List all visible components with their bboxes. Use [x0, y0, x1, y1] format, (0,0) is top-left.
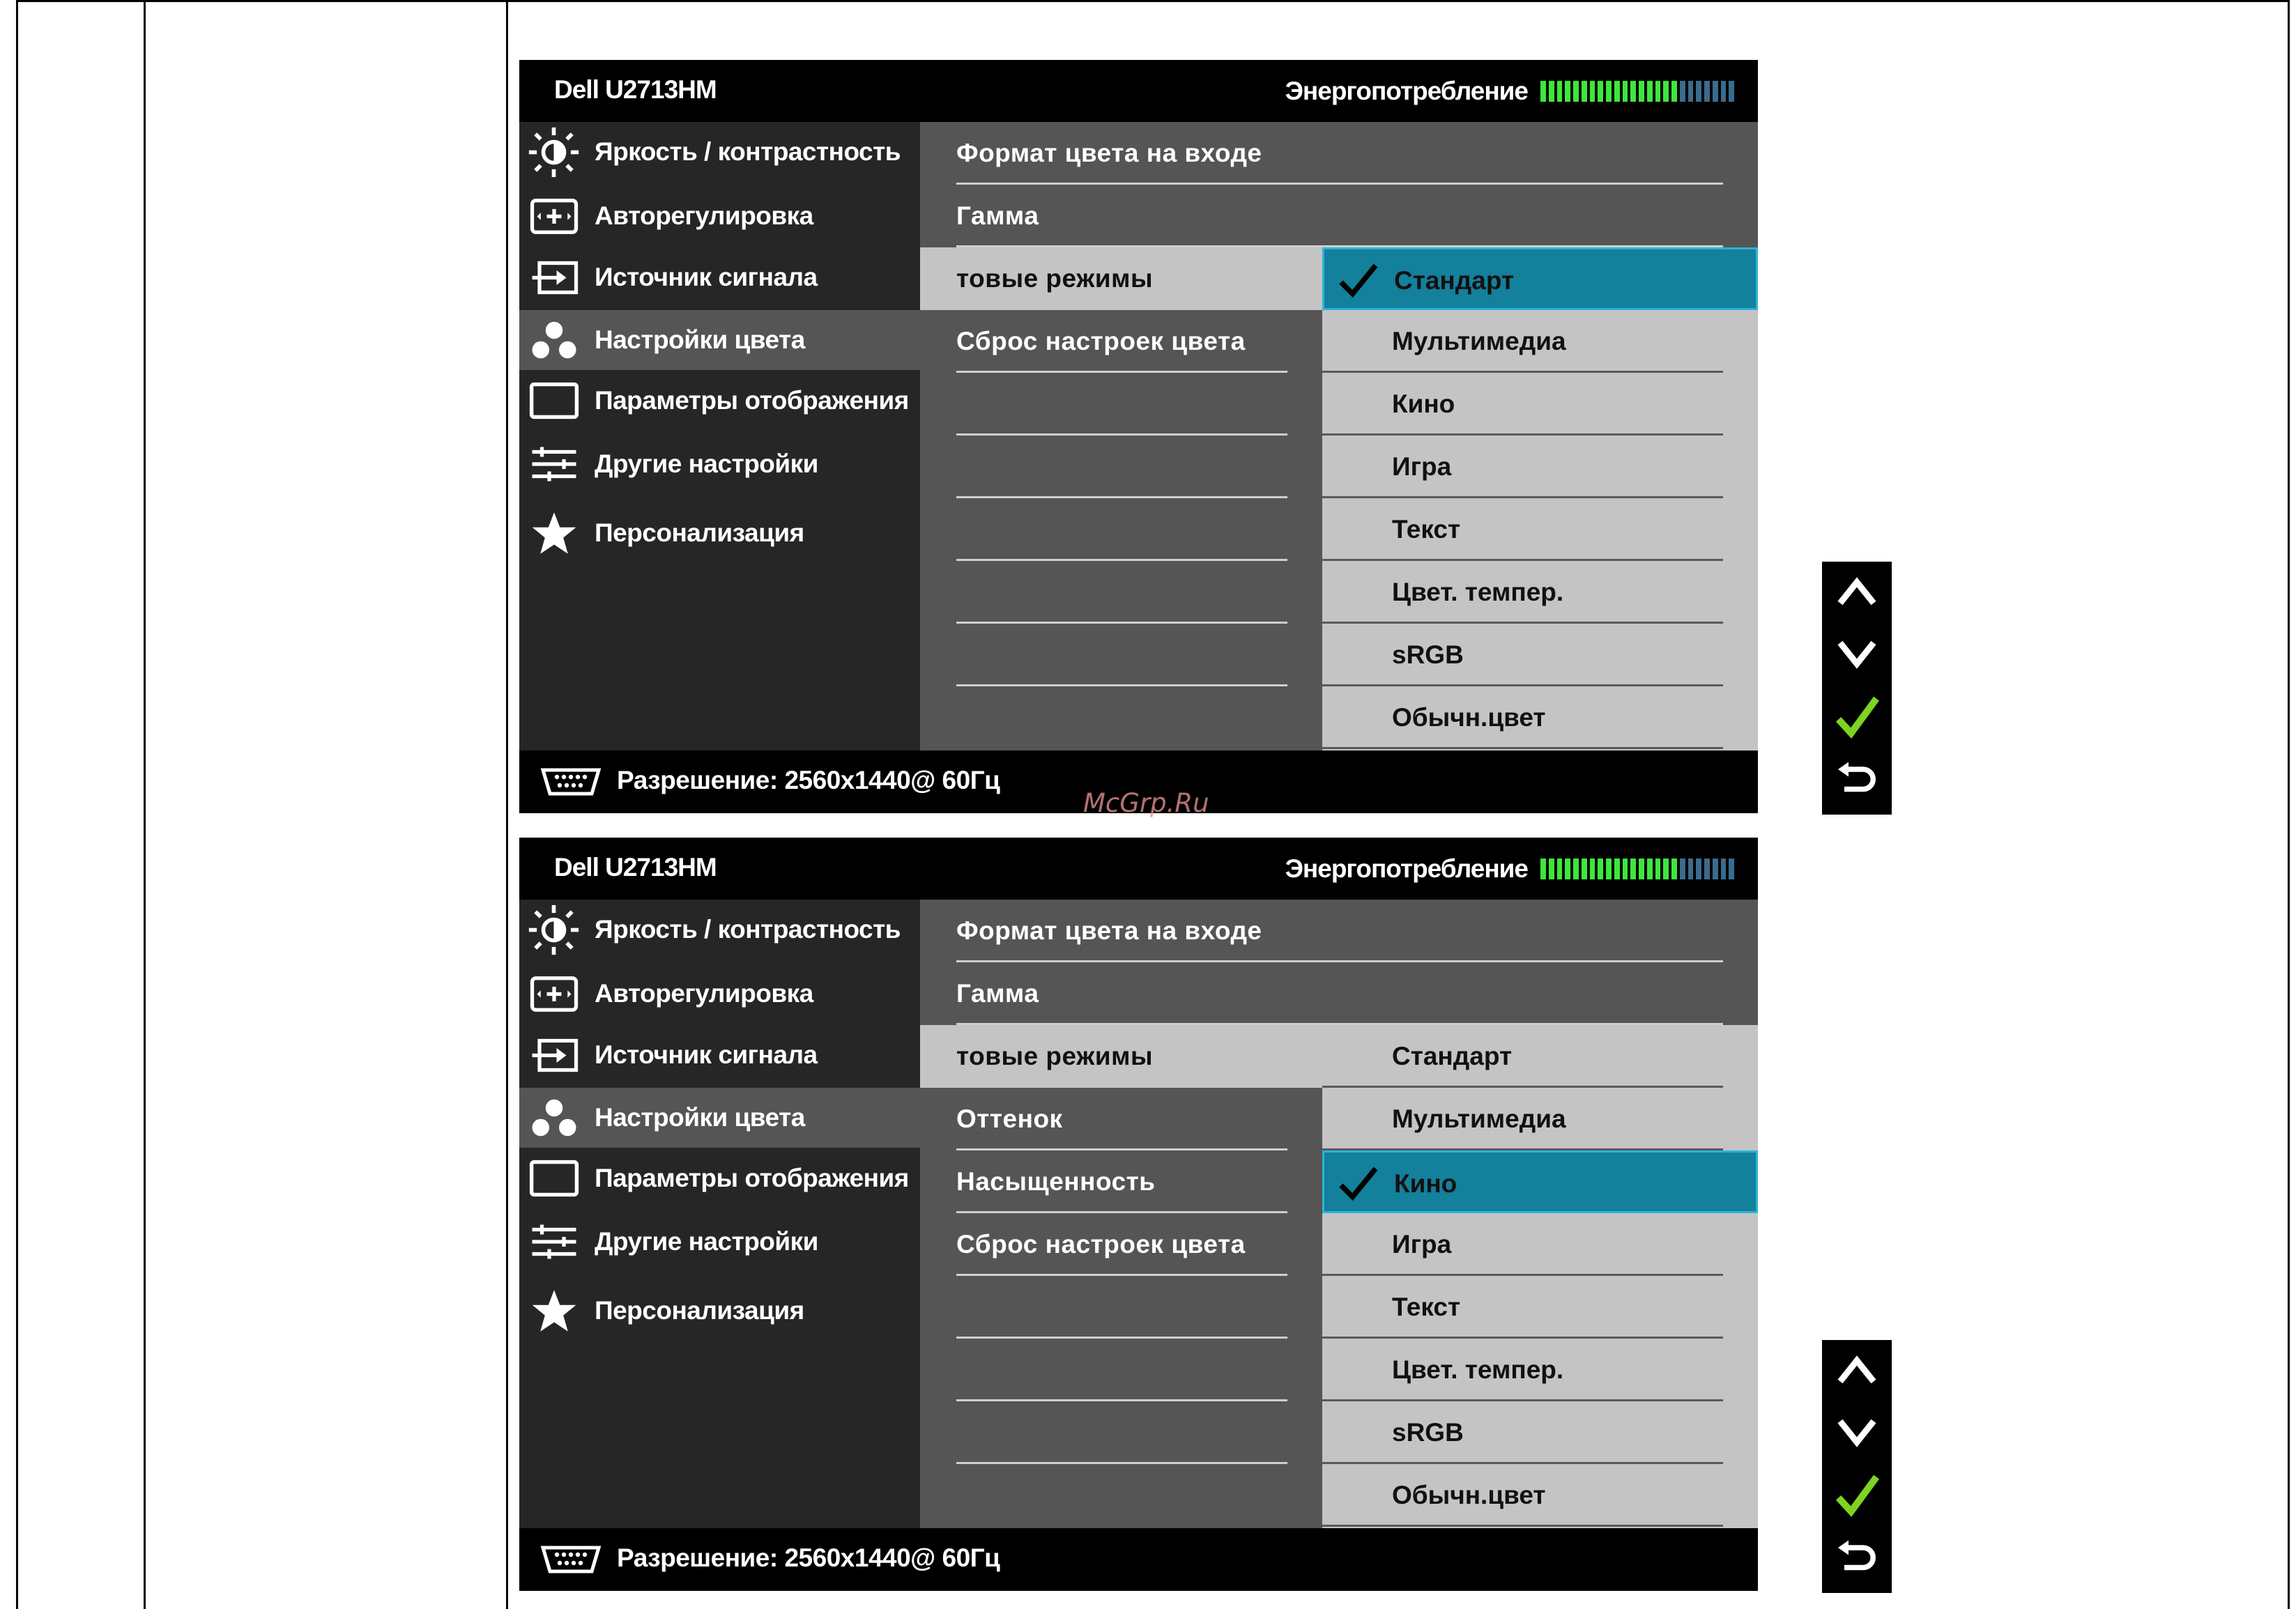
check-button[interactable] — [1822, 1465, 1892, 1528]
preset-option[interactable] — [1322, 1464, 1758, 1527]
energy-segment — [1549, 81, 1554, 102]
preset-option[interactable] — [1322, 561, 1758, 624]
menu-item[interactable] — [519, 1088, 920, 1148]
osd-panel-1 — [519, 60, 1758, 813]
energy-segment — [1639, 859, 1644, 879]
energy-segment — [1655, 859, 1661, 879]
menu-item-label: Яркость / контрастность — [595, 137, 901, 166]
preset-option[interactable] — [1322, 1025, 1758, 1088]
energy-segment — [1647, 81, 1653, 102]
submenu-item[interactable] — [920, 561, 1322, 624]
energy-segment — [1557, 859, 1563, 879]
submenu-item[interactable] — [920, 624, 1322, 686]
up-arrow-button[interactable] — [1822, 1340, 1892, 1403]
energy-segment — [1540, 81, 1546, 102]
submenu-item[interactable] — [920, 436, 1322, 498]
menu-item[interactable] — [519, 247, 920, 307]
energy-segment — [1582, 859, 1587, 879]
frame-line — [144, 0, 146, 1609]
energy-segment — [1630, 81, 1636, 102]
preset-option[interactable] — [1322, 1150, 1758, 1213]
preset-option[interactable] — [1322, 686, 1758, 749]
color-settings-icon — [528, 1092, 580, 1144]
energy-segment — [1655, 81, 1661, 102]
energy-segment — [1704, 81, 1710, 102]
other-settings-icon — [528, 1216, 580, 1268]
energy-segment — [1729, 859, 1734, 879]
submenu-item-label: Гамма — [956, 201, 1039, 230]
energy-segment — [1573, 81, 1579, 102]
preset-option-label: Текст — [1392, 515, 1461, 544]
submenu-item-label: Насыщенность — [956, 1167, 1156, 1196]
preset-option-label: Стандарт — [1394, 266, 1515, 295]
preset-option[interactable] — [1322, 373, 1758, 436]
energy-segment — [1647, 859, 1653, 879]
frame-line — [16, 0, 18, 1609]
divider — [956, 1462, 1287, 1464]
preset-option-label: Обычн.цвет — [1392, 1481, 1546, 1509]
energy-segment — [1565, 81, 1570, 102]
energy-segment — [1688, 859, 1694, 879]
energy-segment — [1598, 859, 1603, 879]
button-strip — [1822, 1340, 1892, 1593]
menu-item[interactable] — [519, 122, 920, 182]
menu-item[interactable] — [519, 1281, 920, 1341]
check-button[interactable] — [1822, 687, 1892, 750]
energy-segment — [1680, 81, 1685, 102]
back-icon — [1836, 760, 1878, 803]
check-icon — [1337, 259, 1379, 301]
back-icon — [1836, 1539, 1878, 1581]
osd-header — [519, 60, 1758, 122]
up-arrow-button[interactable] — [1822, 562, 1892, 624]
energy-segment — [1549, 859, 1554, 879]
energy-meter — [1540, 81, 1734, 102]
energy-segment — [1590, 81, 1595, 102]
energy-meter — [1540, 859, 1734, 879]
check-icon — [1834, 694, 1880, 744]
submenu-item[interactable] — [920, 900, 1758, 962]
frame-line — [2288, 0, 2290, 1609]
preset-option-label: Игра — [1392, 1230, 1452, 1258]
energy-segment — [1614, 859, 1620, 879]
submenu-item-label: Гамма — [956, 979, 1039, 1008]
energy-segment — [1671, 81, 1677, 102]
submenu-item[interactable] — [920, 962, 1758, 1025]
menu-item-label: Авторегулировка — [595, 201, 813, 230]
input-source-icon — [528, 1029, 580, 1081]
energy-segment — [1696, 859, 1701, 879]
menu-item-label: Другие настройки — [595, 1227, 818, 1256]
preset-option[interactable] — [1322, 624, 1758, 686]
brightness-icon — [528, 126, 580, 178]
submenu-item[interactable] — [920, 1150, 1322, 1213]
submenu-item[interactable] — [920, 122, 1758, 185]
menu-item-label: Источник сигнала — [595, 1040, 818, 1069]
energy-segment — [1721, 859, 1727, 879]
auto-adjust-icon — [528, 968, 580, 1020]
submenu-item[interactable] — [920, 1339, 1322, 1401]
menu-item-label: Яркость / контрастность — [595, 915, 901, 944]
check-icon — [1834, 1472, 1880, 1522]
star-icon — [528, 507, 580, 560]
energy-segment — [1590, 859, 1595, 879]
submenu-item-label: товые режимы — [956, 264, 1154, 293]
preset-option[interactable] — [1322, 1401, 1758, 1464]
menu-item[interactable] — [519, 503, 920, 563]
other-settings-icon — [528, 438, 580, 491]
energy-segment — [1663, 859, 1669, 879]
submenu-item[interactable] — [920, 185, 1758, 247]
preset-option-label: sRGB — [1392, 640, 1464, 669]
submenu-item[interactable] — [920, 1088, 1322, 1150]
menu-item[interactable] — [519, 310, 920, 370]
energy-segment — [1614, 81, 1620, 102]
vga-connector-icon — [539, 767, 603, 796]
preset-option-label: Кино — [1392, 390, 1455, 418]
auto-adjust-icon — [528, 190, 580, 242]
back-button[interactable] — [1822, 750, 1892, 813]
resolution-text: Разрешение: 2560x1440@ 60Гц — [617, 766, 1000, 794]
divider — [1322, 1525, 1723, 1527]
energy-segment — [1565, 859, 1570, 879]
preset-option[interactable] — [1322, 1339, 1758, 1401]
menu-item[interactable] — [519, 371, 920, 431]
menu-item[interactable] — [519, 1148, 920, 1208]
down-arrow-button[interactable] — [1822, 1403, 1892, 1465]
preset-option-label: Цвет. темпер. — [1392, 578, 1564, 606]
preset-option-label: Мультимедиа — [1392, 327, 1566, 355]
menu-item-label: Авторегулировка — [595, 979, 813, 1008]
energy-segment — [1606, 859, 1612, 879]
preset-option-label: Цвет. темпер. — [1392, 1355, 1564, 1384]
preset-option-label: Текст — [1392, 1293, 1461, 1321]
menu-item-label: Настройки цвета — [595, 1103, 805, 1132]
submenu-item[interactable] — [920, 310, 1322, 373]
back-button[interactable] — [1822, 1528, 1892, 1591]
submenu-item[interactable] — [920, 247, 1322, 310]
preset-option-label: Стандарт — [1392, 1042, 1513, 1070]
submenu-item[interactable] — [920, 1401, 1322, 1464]
preset-option-label: Мультимедиа — [1392, 1104, 1566, 1133]
osd-header — [519, 838, 1758, 900]
menu-item-label: Персонализация — [595, 1296, 804, 1325]
submenu-item-label: Сброс настроек цвета — [956, 327, 1246, 355]
preset-option[interactable] — [1322, 436, 1758, 498]
down-arrow-button[interactable] — [1822, 624, 1892, 687]
button-strip — [1822, 562, 1892, 815]
submenu-item[interactable] — [920, 1213, 1322, 1276]
menu-item-label: Другие настройки — [595, 449, 818, 478]
energy-segment — [1680, 859, 1685, 879]
energy-segment — [1623, 81, 1628, 102]
energy-segment — [1663, 81, 1669, 102]
model-name: Dell U2713HM — [554, 75, 717, 104]
divider — [956, 684, 1287, 686]
submenu-item-label: Оттенок — [956, 1104, 1063, 1133]
preset-option-label: Игра — [1392, 452, 1452, 481]
menu-item[interactable] — [519, 964, 920, 1024]
menu-item-label: Параметры отображения — [595, 386, 909, 415]
menu-item[interactable] — [519, 1025, 920, 1085]
energy-label: Энергопотребление — [1285, 854, 1528, 883]
up-arrow-icon — [1836, 574, 1878, 613]
preset-option-label: Кино — [1394, 1169, 1457, 1198]
watermark: McGrp.Ru — [1083, 788, 1209, 818]
menu-item[interactable] — [519, 434, 920, 494]
preset-option[interactable] — [1322, 1276, 1758, 1339]
osd-footer — [519, 1528, 1758, 1591]
submenu-item[interactable] — [920, 1276, 1322, 1339]
input-source-icon — [528, 252, 580, 304]
energy-segment — [1671, 859, 1677, 879]
display-settings-icon — [528, 375, 580, 427]
preset-option[interactable] — [1322, 1088, 1758, 1150]
up-arrow-icon — [1836, 1353, 1878, 1391]
energy-segment — [1639, 81, 1644, 102]
preset-option[interactable] — [1322, 498, 1758, 561]
energy-segment — [1729, 81, 1734, 102]
down-arrow-icon — [1836, 637, 1878, 675]
preset-option-label: Обычн.цвет — [1392, 703, 1546, 732]
vga-connector-icon — [539, 1545, 603, 1574]
frame-line — [16, 0, 2290, 2]
menu-item[interactable] — [519, 1212, 920, 1272]
preset-option[interactable] — [1322, 247, 1758, 310]
menu-item-label: Настройки цвета — [595, 325, 805, 354]
preset-option[interactable] — [1322, 310, 1758, 373]
color-settings-icon — [528, 314, 580, 367]
energy-segment — [1557, 81, 1563, 102]
submenu-item-label: товые режимы — [956, 1042, 1154, 1070]
energy-segment — [1688, 81, 1694, 102]
energy-segment — [1704, 859, 1710, 879]
energy-segment — [1623, 859, 1628, 879]
submenu-item-label: Формат цвета на входе — [956, 139, 1262, 167]
brightness-icon — [528, 904, 580, 956]
display-settings-icon — [528, 1153, 580, 1205]
preset-option-label: sRGB — [1392, 1418, 1464, 1447]
menu-item[interactable] — [519, 900, 920, 960]
preset-option[interactable] — [1322, 1213, 1758, 1276]
energy-segment — [1598, 81, 1603, 102]
energy-segment — [1713, 859, 1718, 879]
menu-item-label: Источник сигнала — [595, 263, 818, 291]
down-arrow-icon — [1836, 1415, 1878, 1454]
energy-segment — [1630, 859, 1636, 879]
submenu-item[interactable] — [920, 373, 1322, 436]
check-icon — [1337, 1162, 1379, 1204]
submenu-item-label: Сброс настроек цвета — [956, 1230, 1246, 1258]
energy-segment — [1540, 859, 1546, 879]
energy-segment — [1713, 81, 1718, 102]
energy-segment — [1606, 81, 1612, 102]
energy-segment — [1582, 81, 1587, 102]
menu-item[interactable] — [519, 186, 920, 246]
menu-item-label: Персонализация — [595, 518, 804, 547]
osd-panel-2 — [519, 838, 1758, 1591]
menu-item-label: Параметры отображения — [595, 1164, 909, 1192]
energy-segment — [1573, 859, 1579, 879]
energy-segment — [1696, 81, 1701, 102]
submenu-item-label: Формат цвета на входе — [956, 916, 1262, 945]
energy-label: Энергопотребление — [1285, 77, 1528, 105]
divider — [1322, 747, 1723, 749]
submenu-item[interactable] — [920, 1025, 1322, 1088]
submenu-item[interactable] — [920, 498, 1322, 561]
model-name: Dell U2713HM — [554, 853, 717, 882]
energy-segment — [1721, 81, 1727, 102]
star-icon — [528, 1285, 580, 1337]
frame-line — [506, 0, 508, 1609]
resolution-text: Разрешение: 2560x1440@ 60Гц — [617, 1543, 1000, 1572]
